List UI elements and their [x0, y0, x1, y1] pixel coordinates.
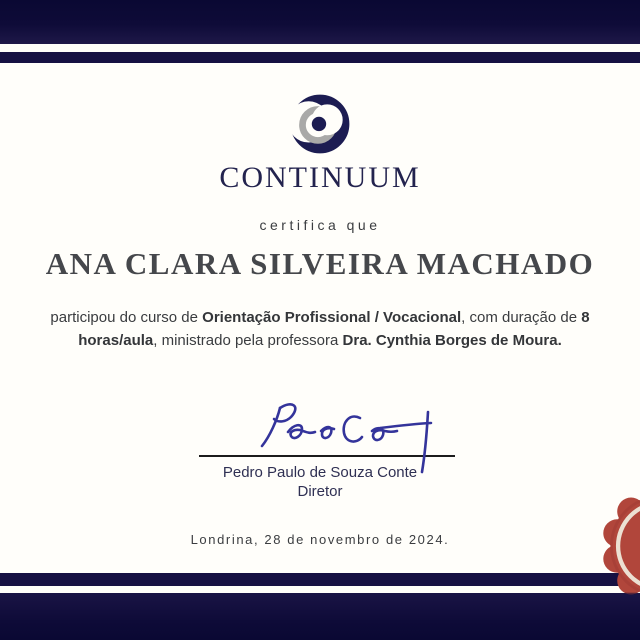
body-part3: , ministrado pela professora — [153, 331, 343, 349]
signer-role: Diretor — [297, 483, 343, 500]
wax-seal-icon — [599, 484, 640, 608]
bottom-outer-band — [0, 593, 640, 640]
signer-name: Pedro Paulo de Souza Conte — [222, 464, 418, 481]
body-part2: , com duração de — [461, 309, 582, 326]
top-inner-band — [0, 52, 640, 63]
certifies-label: certifica que — [259, 217, 381, 233]
brand-wordmark: CONTINUUM — [219, 161, 421, 194]
top-outer-band — [0, 0, 640, 44]
signature-handwriting-icon — [250, 396, 435, 478]
bottom-inner-band — [0, 573, 640, 586]
recipient-name: ANA CLARA SILVEIRA MACHADO — [45, 246, 595, 281]
date-line: Londrina, 28 de novembro de 2024. — [190, 532, 450, 547]
course-duration: 8 horas/aula — [78, 309, 590, 349]
professor-name: Dra. Cynthia Borges de Moura. — [342, 331, 562, 349]
course-name: Orientação Profissional / Vocacional — [202, 309, 462, 326]
continuum-swirl-icon — [289, 92, 351, 159]
body-part1: participou do curso de — [50, 309, 203, 326]
logo-container — [0, 92, 640, 164]
course-description — [17, 307, 623, 352]
